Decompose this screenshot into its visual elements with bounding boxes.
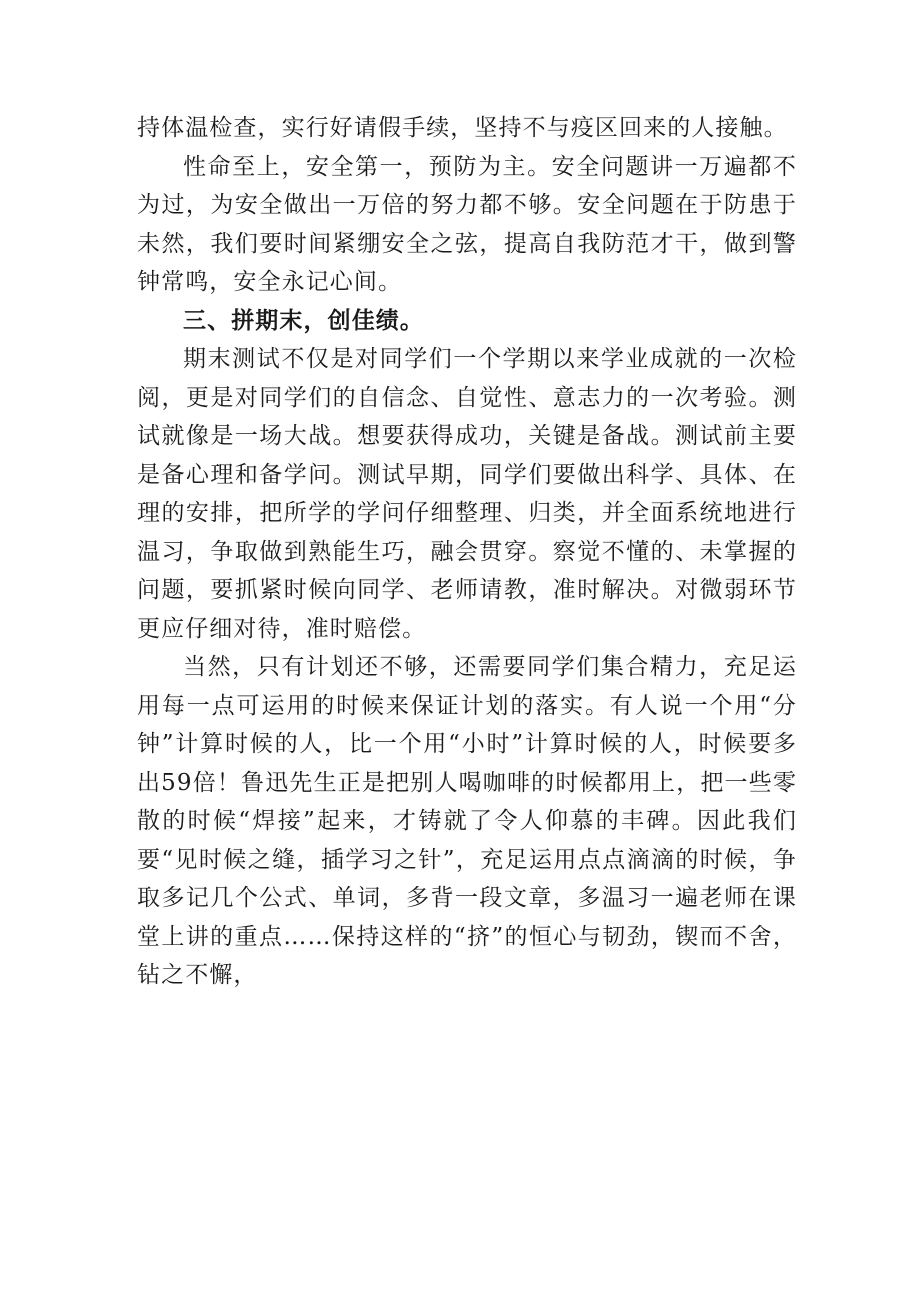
paragraph-safety: 性命至上，安全第一，预防为主。安全问题讲一万遍都不为过，为安全做出一万倍的努力都不够。安全问题在于防患于未然，我们要时间紧绷安全之弦，提高自我防范才干，做到警钟常鸣，安全永记心间。 xyxy=(137,153,797,295)
paragraph-continued: 持体温检查，实行好请假手续，坚持不与疫区回来的人接触。 xyxy=(137,115,788,141)
paragraph-time: 当然，只有计划还不够，还需要同学们集合精力，充足运用每一点可运用的时候来保证计划的落实。有人说一个用“分钟”计算时候的人，比一个用“小时”计算时候的人，时候要多出59倍！鲁迅先生正是把别人喝咖啡的时候都用上，把一些零散的时候“焊接”起来，才铸就了令人仰慕的丰碑。因此我们要“见时候之缝，插学习之针”，充足运用点点滴滴的时候，争取多记几个公式、单词，多背一段文章，多温习一遍老师在课堂上讲的重点……保持这样的“挤”的恒心与韧劲，锲而不舍，钻之不懈， xyxy=(137,654,797,988)
section-heading: 三、拼期末，创佳绩。 xyxy=(183,306,424,334)
paragraph-exam: 期末测试不仅是对同学们一个学期以来学业成就的一次检阅，更是对同学们的自信念、自觉性、意志力的一次考验。测试就像是一场大战。想要获得成功，关键是备战。测试前主要是备心理和备学问。测试早期，同学们要做出科学、具体、在理的安排，把所学的学问仔细整理、归类，并全面系统地进行温习，争取做到熟能生巧，融会贯穿。察觉不懂的、未掌握的问题，要抓紧时候向同学、老师请教，准时解决。对微弱环节更应仔细对待，准时赔偿。 xyxy=(137,346,797,642)
document-page xyxy=(137,109,797,995)
